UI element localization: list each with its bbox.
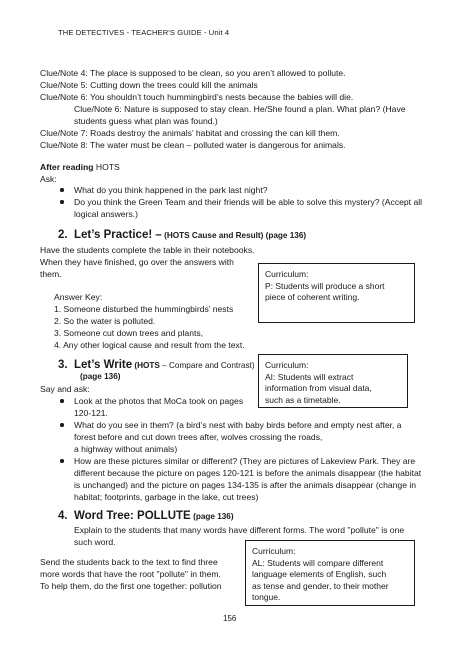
page-number: 156 (223, 614, 237, 623)
write-bullet-1: Look at the photos that MoCa took on pages (74, 396, 244, 406)
clue-note-6a: Clue/Note 6: You shouldn’t touch hummingbird’s nests because the babies will die. (40, 92, 354, 102)
section-2-line-1: Have the students complete the table in their notebooks. (40, 245, 255, 255)
answer-1: 1. Someone disturbed the hummingbirds’ nests (54, 304, 234, 314)
write-bullet-1-continued: 120-121. (74, 408, 108, 418)
say-and-ask-label: Say and ask: (40, 384, 90, 394)
write-bullet-3-continued-1: different because the picture on pages 120-121 is before the animals disappear (the habitat (74, 468, 422, 478)
section-3-page: (page 136) (80, 372, 121, 381)
curriculum-box-word-tree: Curriculum: AL: Students will compare different language elements of English, such as tense and gender, to their mother tongue. (245, 540, 415, 606)
section-4-line-5: To help them, do the first one together: pollution (40, 581, 222, 591)
after-reading-heading: After reading HOTS (40, 162, 120, 172)
bullet-icon (60, 200, 64, 204)
section-3-heading: 3. Let’s Write (HOTS – Compare and Contrast) (58, 359, 255, 371)
section-2-heading: 2. Let’s Practice! – (HOTS Cause and Result) (page 136) (58, 229, 307, 241)
section-4-line-1: Explain to the students that many words have different forms. The word "pollute" is one (74, 525, 405, 535)
write-bullet-3-continued-2: is unchanged) and the picture on pages 134-135 is after the animals disappear (change in (74, 480, 417, 490)
write-bullet-3: How are these pictures similar or different? (They are pictures of Lakeview Park. They are (74, 456, 416, 466)
bullet-icon (60, 399, 64, 403)
clue-note-4: Clue/Note 4: The place is supposed to be clean, so you aren’t allowed to pollute. (40, 68, 346, 78)
ask-bullet-2: Do you think the Green Team and their friends will be able to solve this mystery? (Accept all (74, 197, 423, 207)
clue-note-6b: Clue/Note 6: Nature is supposed to stay clean. He/She found a plan. What plan? (Have (74, 104, 406, 114)
clue-note-8: Clue/Note 8: The water must be clean – polluted water is dangerous for animals. (40, 140, 346, 150)
bullet-icon (60, 423, 64, 427)
bullet-icon (60, 459, 64, 463)
section-4-line-2: such word. (74, 537, 116, 547)
ask-label: Ask: (40, 174, 57, 184)
ask-bullet-2-continued: logical answers.) (74, 209, 138, 219)
section-4-line-3: Send the students back to the text to find three (40, 557, 218, 567)
section-4-line-4: more words that have the root "pollute" in them. (40, 569, 221, 579)
write-bullet-3-continued-3: habitat; footprints, garbage in the lake, cut trees) (74, 492, 259, 502)
section-4-heading: 4. Word Tree: POLLUTE (page 136) (58, 510, 234, 522)
bullet-icon (60, 188, 64, 192)
curriculum-box-practice: Curriculum: P: Students will produce a short piece of coherent writing. (258, 263, 415, 323)
clue-note-5: Clue/Note 5: Cutting down the trees could kill the animals (40, 80, 258, 90)
write-bullet-2-continued-1: forest before and cut down trees after, wolves crossing the roads, (74, 432, 323, 442)
section-2-line-3: them. (40, 269, 62, 279)
running-header: THE DETECTIVES - TEACHER'S GUIDE - Unit 4 (58, 28, 230, 37)
answer-2: 2. So the water is polluted. (54, 316, 156, 326)
ask-bullet-1: What do you think happened in the park last night? (74, 185, 268, 195)
answer-4: 4. Any other logical cause and result from the text. (54, 340, 245, 350)
answer-key-label: Answer Key: (54, 292, 103, 302)
clue-note-6b-continued: students guess what plan was found.) (74, 116, 218, 126)
write-bullet-2: What do you see in them? (a bird’s nest with baby birds before and empty nest after, a (74, 420, 402, 430)
answer-3: 3. Someone cut down trees and plants, (54, 328, 204, 338)
curriculum-box-write: Curriculum: AI: Students will extract information from visual data, such as a timetable. (258, 354, 408, 408)
write-bullet-2-continued-2: a highway without animals) (74, 444, 178, 454)
clue-note-7: Clue/Note 7: Roads destroy the animals’ habitat and crossing the can kill them. (40, 128, 340, 138)
section-2-line-2: When they have finished, go over the answers with (40, 257, 234, 267)
